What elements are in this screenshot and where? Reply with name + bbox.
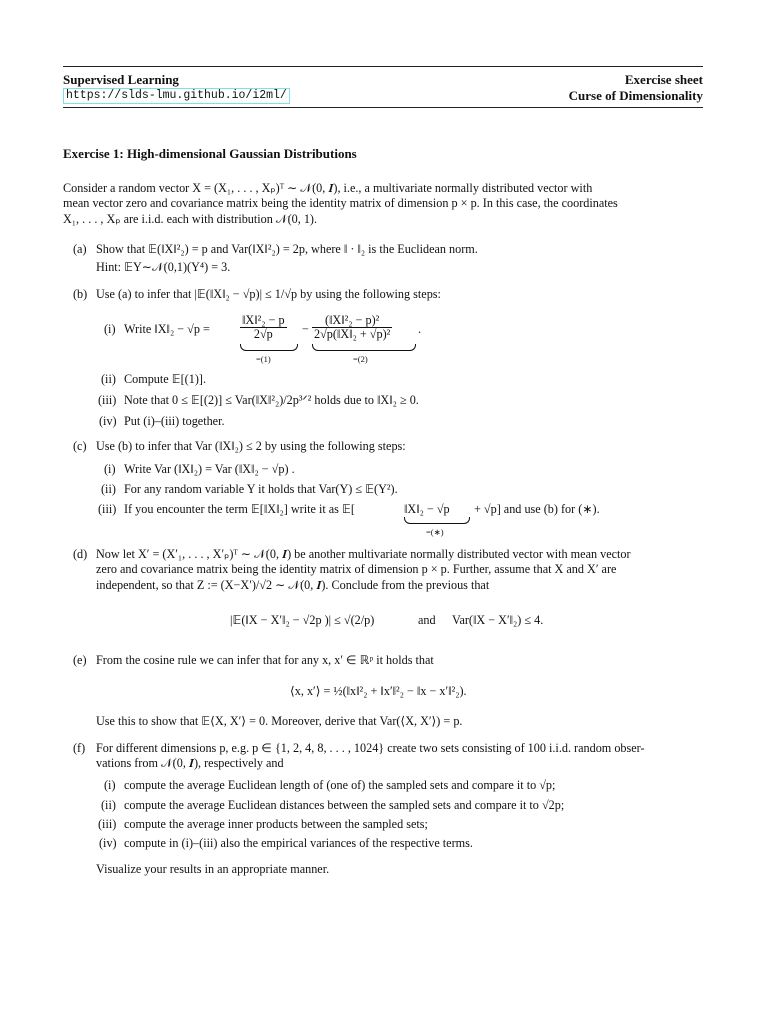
part-b-iv-label: (iv) — [99, 414, 117, 428]
part-b-ii-label: (ii) — [101, 372, 116, 386]
part-f-label: (f) — [73, 741, 86, 755]
sheet-topic: Curse of Dimensionality — [568, 88, 703, 103]
part-b-i-fraction-2 — [312, 314, 392, 341]
underbrace-star-label: =(∗) — [426, 527, 444, 537]
part-c-iii-text-c: + √p] and use (b) for (∗). — [474, 502, 600, 516]
underbrace-1 — [240, 344, 298, 351]
part-c-i-text: Write Var (‖X‖₂) = Var (‖X‖₂ − √p) . — [124, 462, 295, 476]
part-f-iv-text: compute in (i)–(iii) also the empirical variances of the respective terms. — [124, 836, 473, 850]
part-b-text: Use (a) to infer that |𝔼(‖X‖₂ − √p)| ≤ 1/√p by using the following steps: — [96, 287, 441, 301]
part-f-i-text: compute the average Euclidean length of (one of) the sampled sets and compare it to √p; — [124, 778, 556, 792]
part-a-hint: Hint: 𝔼Y∼𝒩(0,1)(Y⁴) = 3. — [96, 260, 231, 274]
header-rule — [63, 107, 703, 108]
part-e-text-2: Use this to show that 𝔼⟨X, X′⟩ = 0. Moreover, derive that Var(⟨X, X′⟩) = p. — [96, 714, 463, 728]
top-rule — [63, 66, 703, 67]
part-e-text: From the cosine rule we can infer that for any x, x′ ∈ ℝᵖ it holds that — [96, 653, 434, 667]
minus-sign: − — [302, 322, 309, 336]
part-b-iii-label: (iii) — [98, 393, 117, 407]
part-c-label: (c) — [73, 439, 87, 453]
part-d-line-1: Now let X′ = (X′₁, . . . , X′ₚ)ᵀ ∼ 𝒩(0, 𝑰) be another multivariate normally distributed vector with mean vector — [96, 547, 631, 561]
part-c-iii-text-b: ‖X‖₂ − √p — [404, 502, 450, 516]
part-c-ii-text: For any random variable Y it holds that Var(Y) ≤ 𝔼(Y²). — [124, 482, 398, 496]
part-f-line-1: For different dimensions p, e.g. p ∈ {1, 2, 4, 8, . . . , 1024} create two sets consisting of 100 i.i.d. random obser- — [96, 741, 645, 755]
part-c-ii-label: (ii) — [101, 482, 116, 496]
fraction-2-numerator: (‖X‖²₂ − p)² — [312, 314, 392, 328]
part-d-eq-and: and — [418, 613, 436, 627]
part-f-iii-label: (iii) — [98, 817, 117, 831]
part-a-text: Show that 𝔼(‖X‖²₂) = p and Var(‖X‖²₂) = 2p, where ‖ · ‖₂ is the Euclidean norm. — [96, 242, 478, 256]
part-d-line-2: zero and covariance matrix being the identity matrix of dimension p × p. Further, assume that X and X′ are — [96, 562, 617, 576]
part-b-label: (b) — [73, 287, 88, 301]
part-c-iii-text-a: If you encounter the term 𝔼[‖X‖₂] write it as 𝔼[ — [124, 502, 355, 516]
part-d-eq-right: Var(‖X − X′‖₂) ≤ 4. — [452, 613, 544, 627]
course-title: Supervised Learning — [63, 72, 179, 87]
intro-line-3: X₁, . . . , Xₚ are i.i.d. each with distribution 𝒩(0, 1). — [63, 212, 318, 226]
part-b-i-text: Write ‖X‖₂ − √p = — [124, 322, 210, 336]
exercise-title: Exercise 1: High-dimensional Gaussian Distributions — [63, 146, 357, 161]
part-f-ii-label: (ii) — [101, 798, 116, 812]
part-b-i-label: (i) — [104, 322, 116, 336]
underbrace-2 — [312, 344, 416, 351]
part-b-iii-text: Note that 0 ≤ 𝔼[(2)] ≤ Var(‖X‖²₂)/2p³ᐟ² holds due to ‖X‖₂ ≥ 0. — [124, 393, 419, 407]
part-d-label: (d) — [73, 547, 88, 561]
part-f-line-2: vations from 𝒩(0, 𝑰), respectively and — [96, 756, 284, 770]
part-f-i-label: (i) — [104, 778, 116, 792]
course-url-link[interactable]: https://slds-lmu.github.io/i2ml/ — [63, 88, 290, 104]
underbrace-2-label: =(2) — [353, 354, 368, 364]
fraction-1-numerator: ‖X‖²₂ − p — [242, 313, 285, 327]
part-c-iii-label: (iii) — [98, 502, 117, 516]
part-d-line-3: independent, so that Z := (X−X′)/√2 ∼ 𝒩(0, 𝑰). Conclude from the previous that — [96, 578, 490, 592]
part-c-text: Use (b) to infer that Var (‖X‖₂) ≤ 2 by using the following steps: — [96, 439, 406, 453]
underbrace-1-label: =(1) — [256, 354, 271, 364]
underbrace-star — [404, 517, 470, 524]
part-e-label: (e) — [73, 653, 87, 667]
part-d-eq-left: |𝔼(‖X − X′‖₂ − √2p )| ≤ √(2/p) — [230, 613, 375, 627]
fraction-2-denominator: 2√p(‖X‖₂ + √p)² — [314, 327, 391, 341]
part-b-iv-text: Put (i)–(iii) together. — [124, 414, 225, 428]
part-c-i-label: (i) — [104, 462, 116, 476]
part-f-iv-label: (iv) — [99, 836, 117, 850]
intro-line-1: Consider a random vector X = (X₁, . . . , Xₚ)ᵀ ∼ 𝒩(0, 𝑰), i.e., a multivariate normally distributed vector with — [63, 181, 593, 195]
fraction-1-denominator: 2√p — [253, 327, 273, 341]
part-f-iii-text: compute the average inner products between the sampled sets; — [124, 817, 428, 831]
sheet-type: Exercise sheet — [624, 72, 703, 87]
part-e-eq: ⟨x, x′⟩ = ½(‖x‖²₂ + ‖x′‖²₂ − ‖x − x′‖²₂). — [290, 684, 467, 698]
period: . — [418, 322, 422, 336]
part-a-label: (a) — [73, 242, 87, 256]
part-b-i-fraction-1 — [240, 314, 287, 341]
part-b-ii-text: Compute 𝔼[(1)]. — [124, 372, 206, 386]
part-f-closing: Visualize your results in an appropriate manner. — [96, 862, 330, 876]
intro-line-2: mean vector zero and covariance matrix being the identity matrix of dimension p × p. In this case, the coordinates — [63, 196, 618, 210]
part-f-ii-text: compute the average Euclidean distances between the sampled sets and compare it to √2p; — [124, 798, 565, 812]
